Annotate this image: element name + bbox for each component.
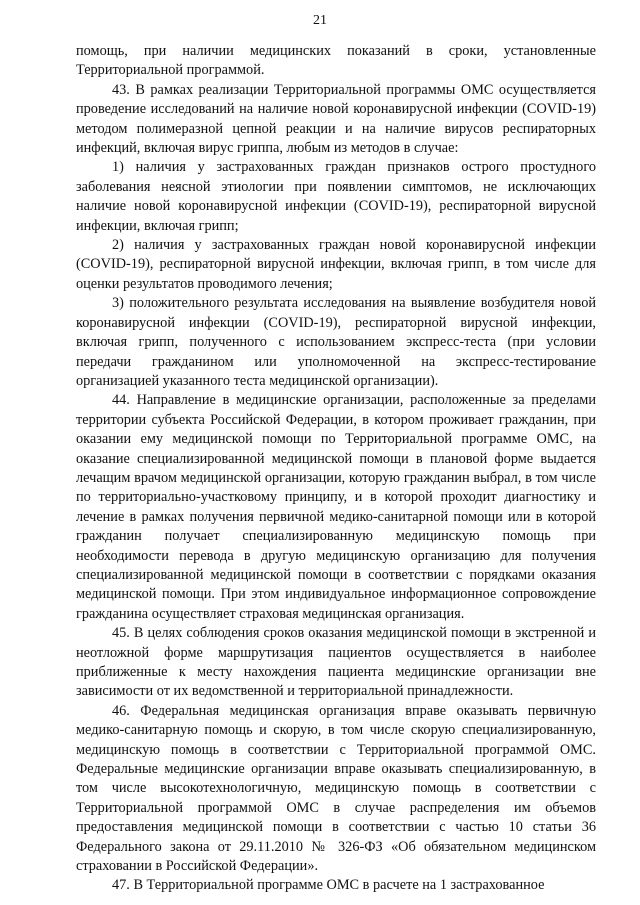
paragraph-43-item-2: 2) наличия у застрахованных граждан новой коронавирусной инфекции (COVID-19), респираторной вирусной инфекции, включая грипп, в том числе для оценки результатов проводимого лечения; (76, 237, 596, 292)
document-body (76, 42, 596, 896)
paragraph-continuation: помощь, при наличии медицинских показаний в сроки, установленные Территориальной программой. (76, 43, 596, 79)
paragraph-44: 44. Направление в медицинские организации, расположенные за пределами территории субъекта Российской Федерации, в котором проживает гражданин, при оказании ему медицинской помощи по Территориальной программе ОМС, на оказание специализированной медицинской помощи в плановой форме выдается лечащим врачом медицинской организации, которую гражданин выбрал, в том числе по территориально-участковому принципу, и в которой проходит диагностику и лечение в рамках получения первичной медико-санитарной помощи или в которой гражданин получает специализированную медицинскую помощь при необходимости перевода в другую медицинскую организацию для получения специализированной медицинской помощи в соответствии с порядками оказания медицинской помощи. При этом индивидуальное информационное сопровождение гражданина осуществляет страховая медицинская организация. (76, 392, 596, 622)
paragraph-46: 46. Федеральная медицинская организация вправе оказывать первичную медико-санитарную помощь и скорую, в том числе скорую специализированную, медицинскую помощь в соответствии с Территориальной программой ОМС. Федеральные медицинские организации вправе оказывать специализированную, в том числе высокотехнологичную, медицинскую помощь в соответствии с Территориальной программой ОМС в случае распределения им объемов предоставления медицинской помощи в соответствии с частью 10 статьи 36 Федерального закона от 29.11.2010 № 326-ФЗ «Об обязательном медицинском страховании в Российской Федерации». (76, 702, 596, 875)
paragraph-45: 45. В целях соблюдения сроков оказания медицинской помощи в экстренной и неотложной форме маршрутизация пациентов осуществляется в наиболее приближенные к месту нахождения пациента медицинские организации вне зависимости от их ведомственной и территориальной принадлежности. (76, 625, 596, 700)
paragraph-43-item-3: 3) положительного результата исследования на выявление возбудителя новой коронавирусной инфекции (COVID-19), респираторной вирусной инфекции, включая грипп, полученного с использованием экспресс-теста (при условии передачи гражданином или уполномоченной на экспресс-тестирование организацией указанного теста медицинской организации). (76, 295, 596, 389)
paragraph-43: 43. В рамках реализации Территориальной программы ОМС осуществляется проведение исследований на наличие новой коронавирусной инфекции (COVID-19) методом полимеразной цепной реакции и на наличие вирусов респираторных инфекций, включая вирус гриппа, любым из методов в случае: (76, 81, 596, 157)
paragraph-47: 47. В Территориальной программе ОМС в расчете на 1 застрахованное (112, 877, 545, 894)
paragraph-43-item-1: 1) наличия у застрахованных граждан признаков острого простудного заболевания неясной этиологии при появлении симптомов, не исключающих наличие новой коронавирусной инфекции (COVID-19), респираторной вирусной инфекции, включая грипп; (76, 159, 596, 234)
page-number: 21 (313, 13, 327, 28)
